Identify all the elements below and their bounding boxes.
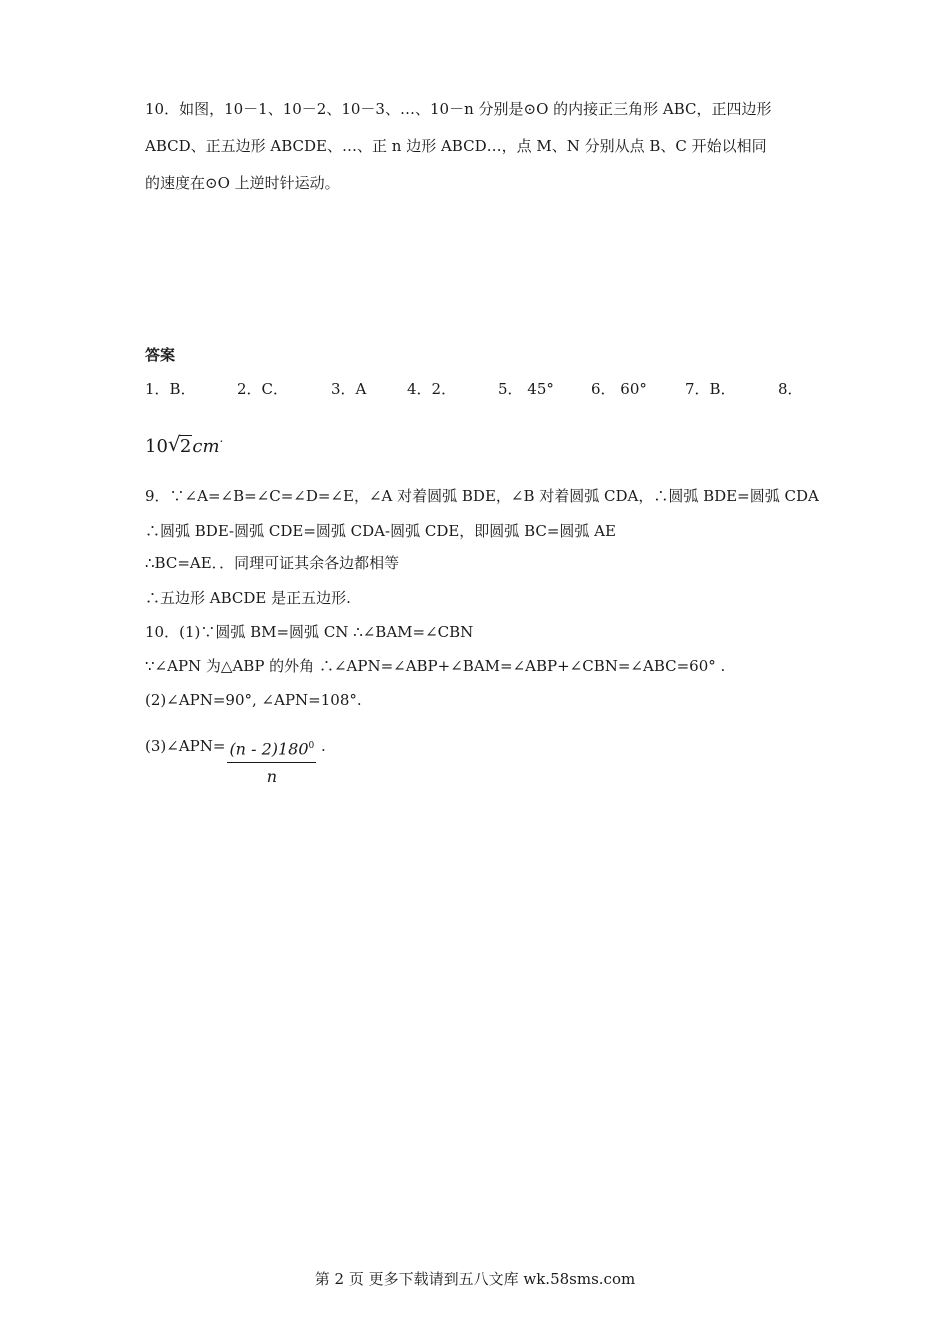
radical-sign-icon: √ bbox=[167, 432, 181, 456]
answer-6: 6． 60° bbox=[591, 380, 647, 398]
fraction-denominator: n bbox=[266, 767, 277, 787]
page-footer: 第 2 页 更多下载请到五八文库 wk.58sms.com bbox=[314, 1270, 636, 1288]
answer-8-coefficient: 10 bbox=[145, 436, 168, 457]
answer-8-unit: cm bbox=[192, 436, 220, 457]
answer-5: 5． 45° bbox=[498, 380, 554, 398]
answer-8-dot: . bbox=[219, 431, 224, 445]
question-10-line-2: ABCD、正五边形 ABCDE、…、正 n 边形 ABCD…，点 M、N 分别从点 B、C 开始以相同 bbox=[145, 137, 767, 155]
answers-heading: 答案 bbox=[145, 346, 176, 364]
solution-9-line-1: 9．∵∠A=∠B=∠C=∠D=∠E，∠A 对着圆弧 BDE，∠B 对着圆弧 CDA，∴圆弧 BDE=圆弧 CDA bbox=[145, 487, 819, 505]
answer-7: 7．B． bbox=[685, 380, 736, 398]
question-10-line-1: 10．如图，10－1、10－2、10－3、…、10－n 分别是⊙O 的内接正三角形 ABC，正四边形 bbox=[145, 100, 772, 118]
square-root bbox=[167, 432, 192, 457]
answer-3: 3．A bbox=[331, 380, 367, 398]
solution-9-line-2: ∴圆弧 BDE-圆弧 CDE=圆弧 CDA-圆弧 CDE，即圆弧 BC=圆弧 AE bbox=[145, 522, 616, 540]
numerator-text: (n - 2)180 bbox=[229, 739, 309, 759]
solution-10-part3-suffix: . bbox=[321, 737, 326, 755]
degree-superscript: 0 bbox=[308, 741, 315, 751]
solution-9-line-4: ∴五边形 ABCDE 是正五边形. bbox=[145, 589, 351, 607]
question-10-line-3: 的速度在⊙O 上逆时针运动。 bbox=[145, 174, 340, 192]
answer-8-formula bbox=[145, 431, 224, 457]
solution-10-line-4 bbox=[145, 736, 326, 787]
radicand: 2 bbox=[179, 436, 192, 457]
solution-9-line-3: ∴BC=AE．．同理可证其余各边都相等 bbox=[145, 554, 400, 572]
answer-8: 8． bbox=[778, 380, 803, 398]
solution-10-line-2: ∵∠APN 为△ABP 的外角 ∴∠APN=∠ABP+∠BAM=∠ABP+∠CBN=∠ABC=60° . bbox=[145, 657, 726, 675]
answer-2: 2．C． bbox=[237, 380, 289, 398]
fraction bbox=[227, 736, 316, 787]
answers-row bbox=[0, 378, 950, 400]
solution-10-part3-prefix: (3)∠APN= bbox=[145, 737, 226, 755]
solution-10-line-1: 10．(1)∵圆弧 BM=圆弧 CN ∴∠BAM=∠CBN bbox=[145, 623, 474, 641]
fraction-numerator bbox=[227, 736, 316, 763]
answer-1: 1．B． bbox=[145, 380, 196, 398]
solution-10-line-3: (2)∠APN=90°, ∠APN=108°. bbox=[145, 691, 362, 709]
answer-4: 4．2． bbox=[407, 380, 457, 398]
